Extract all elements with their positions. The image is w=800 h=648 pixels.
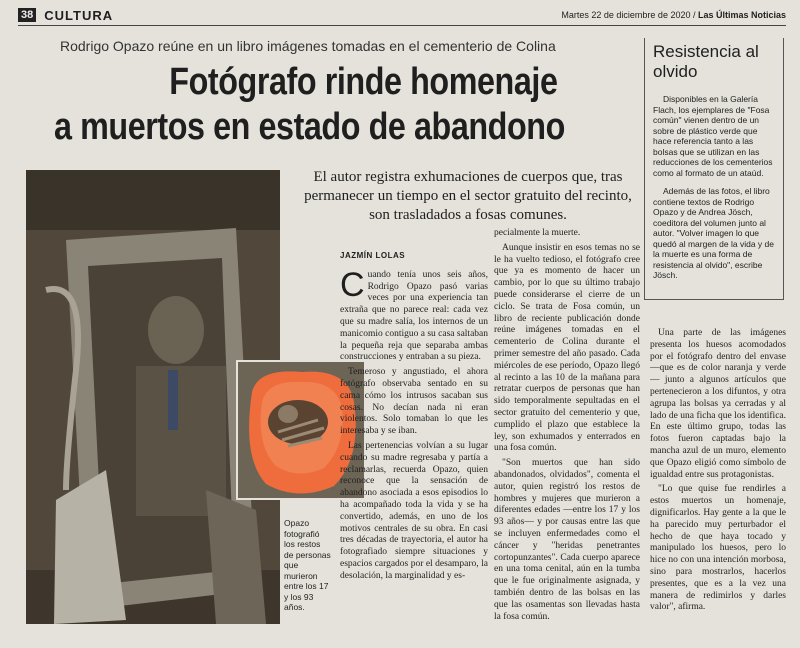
byline: JAZMÍN LOLAS — [340, 251, 406, 260]
page-header — [18, 6, 786, 24]
body-paragraph: Aunque insistir en esos temas no se le ha vuelto tedioso, el fotógrafo cree que ya es momento de hacer un cambio, por lo que su último trabajo puede considerarse el cierre de un ciclo. Se trata de Fosa común, un libro de reciente publicación donde reúne imágenes tomadas en el cementerio de Colina durante el primer semestre del año pasado. Cada miércoles de ese período, Opazo llegó al recinto a las 10 de la mañana para retratar cuerpos de personas que han sido temporalmente sepultadas en el sector gratuito del cementerio y que, cumplido el plazo que establece la ley, son exhumados y enterrados en una fosa común. — [494, 242, 640, 454]
article-deck: El autor registra exhumaciones de cuerpos que, tras permanecer un tiempo en el sector gratuito del recinto, son trasladados a fosas comunes. — [304, 169, 632, 223]
issue-date: Martes 22 de diciembre de 2020 / — [561, 10, 698, 20]
text-column-3 — [650, 328, 786, 626]
sidebar-title: Resistencia al olvido — [653, 42, 759, 81]
title-line-2: a muertos en estado de abandono — [54, 106, 565, 148]
body-paragraph: Temeroso y angustiado, el ahora fotógrafo observaba sentado en su cama cómo los intrusos sacaban sus cosas. No decían nada ni eran violentos. Solo tomaban lo que les interesaba y se iban. — [340, 367, 488, 437]
sidebar-paragraph: Además de las fotos, el libro contiene textos de Rodrigo Opazo y de Andrea Jösch, coeditora del volumen junto al autor. "Volver imagen lo que quedó al margen de la vida y de la muerte es una forma de resistencia al olvido", escribe Jösch. — [653, 186, 774, 280]
body-paragraph — [340, 265, 488, 364]
body-paragraph: "Son muertos que han sido abandonados, olvidados", comenta el autor, quien registró los restos de hombres y mujeres que murieron a diferentes edades —entre los 17 y los 93 años— y por causas entre las que se incluyen enfermedades como el cáncer y "heridas penetrantes cortopunzantes". Cada cuerpo aparece en una toma cenital, aún en la tumba que le fue originalmente asignada, y también dentro de las bolsas en las que las osamentas son llevadas hasta la fosa común. — [494, 458, 640, 622]
header-rule — [18, 25, 786, 26]
title-line-1: Fotógrafo rinde homenaje — [169, 61, 558, 103]
body-paragraph: Las pertenencias volvían a su lugar cuando su madre regresaba y partía a reclamarlas, recuerda Opazo, quien reconoce que la sensación de abandono asociada a esos episodios lo ha acompañado toda la vida y se ha convertido, además, en uno de los motivos centrales de su obra. En casi tres décadas de trayectoria, el autor ha fotografiado siempre situaciones y espacios cargados por el desamparo, la desolación, la marginalidad y es- — [340, 440, 488, 581]
body-text: uando tenía unos seis años, Rodrigo Opazo pasó varias veces por una experiencia tan extraña que no parece real: cada vez que su madre salía, los internos de un manicomio contiguo a su casa saltaban la pequeña reja que separaba ambas construcciones y entraban a su pieza. — [340, 269, 488, 363]
body-paragraph: Una parte de las imágenes presenta los huesos acomodados por el fotógrafo dentro del envase —que es de color naranja y verde— junto a algunos artículos que pertenecieron a los difuntos, y otra agrupa las bolsas ya cerradas y al lado de una ficha que los identifica. En este último grupo, todas las fotos fueron captadas bajo la mancha azul de un muro, elemento que Opazo eligió como símbolo de igualdad entre sus protagonistas. — [650, 328, 786, 480]
publication-name: Las Últimas Noticias — [697, 10, 786, 20]
page-number: 38 — [18, 8, 36, 22]
body-paragraph: "Lo que quise fue rendirles a estos muertos un homenaje, dignificarlos. Hay gente a la que le ha parecido muy perturbador el hecho de que haya tocado y manipulado los huesos, pero lo hice no con una intención morbosa, sino para mostrarlos, hacerlos presentes, que es a la vez una manera de redimirlos y darles valor", afirma. — [650, 484, 786, 613]
photo-caption: Opazo fotografió los restos de personas que murieron entre los 17 y los 93 años. — [284, 518, 331, 612]
article-title — [54, 60, 632, 150]
section-name: CULTURA — [44, 7, 114, 23]
dateline — [561, 10, 786, 20]
sidebar-box — [644, 38, 784, 300]
body-paragraph: pecialmente la muerte. — [494, 228, 581, 238]
drop-cap: C — [340, 265, 365, 304]
article-kicker: Rodrigo Opazo reúne en un libro imágenes tomadas en el cementerio de Colina — [60, 38, 556, 54]
text-column-2 — [494, 228, 640, 626]
sidebar-paragraph: Disponibles en la Galería Flach, los ejemplares de "Fosa común" vienen dentro de un sobre de plástico verde que hace referencia tanto a las bolsas que se utilizan en las reducciones de los cementerios como al formato de un ataúd. — [653, 94, 773, 178]
text-column-1 — [340, 250, 488, 626]
